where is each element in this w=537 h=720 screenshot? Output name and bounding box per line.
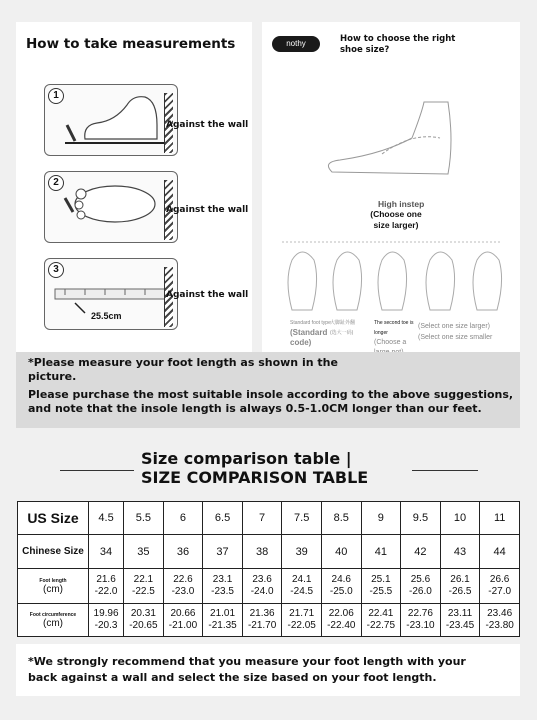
table-cell: 23.46 -23.80 [480,604,520,637]
title-divider-left [60,470,134,471]
foot-side-icon [45,85,175,155]
table-cell: 41 [361,535,401,569]
step-3-illustration [44,258,178,330]
table-cell: 5.5 [124,502,164,535]
table-cell: 8.5 [321,502,361,535]
table-cell: 34 [89,535,124,569]
table-cell: 21.36 -21.70 [242,604,282,637]
table-cell: 6.5 [203,502,243,535]
measurement-title: How to take measurements [26,36,236,52]
size-comparison-table [17,501,520,637]
table-cell: 9 [361,502,401,535]
table-cell: 10 [440,502,480,535]
choose-larger-label: (Choose one size larger) [370,209,422,230]
foot-circumference-header: Foot circumference (cm) [18,604,89,637]
step-2-illustration [44,171,178,243]
table-cell: 39 [282,535,322,569]
measure-value: 25.5cm [91,311,122,321]
size-guide-panel [262,22,520,352]
against-wall-label: Against the wall [166,290,249,300]
table-cell: 38 [242,535,282,569]
table-cell: 20.66 -21.00 [163,604,203,637]
foot-top-icon [45,172,175,242]
table-cell: 24.6 -25.0 [321,569,361,604]
table-cell: 23.6 -24.0 [242,569,282,604]
foot-profile-icon [262,82,520,202]
table-cell: 25.6 -26.0 [401,569,441,604]
table-cell: 22.6 -23.0 [163,569,203,604]
table-cell: 25.1 -25.5 [361,569,401,604]
notice-line-1: *Please measure your foot length as shown in the picture. [28,356,338,383]
recommendation-text: *We strongly recommend that you measure your foot length with your back against a wall and select the size based on your foot length. [28,655,466,684]
notice-line-2: Please purchase the most suitable insole according to the above suggestions, and note that the insole length is always 0.5-1.0CM longer than our feet. [28,388,514,415]
foot-type-1-label: Standard foot type (Standard code) [290,320,331,347]
measurement-notice [16,352,520,428]
step-1-illustration [44,84,178,156]
table-cell: 19.96 -20.3 [89,604,124,637]
table-cell: 7.5 [282,502,322,535]
table-cell: 35 [124,535,164,569]
foot-type-3-label: The second toe is longer (Choose a [374,320,414,346]
step-number: 1 [48,88,64,104]
table-cell: 22.06 -22.40 [321,604,361,637]
table-cell: 26.1 -26.5 [440,569,480,604]
high-instep-label: High instep [378,199,425,209]
table-cell: 21.6 -22.0 [89,569,124,604]
table-row-us [18,502,520,535]
table-cell: 7 [242,502,282,535]
table-cell: 4.5 [89,502,124,535]
table-cell: 37 [203,535,243,569]
size-table-title: Size comparison table | SIZE COMPARISON TABLE [141,449,369,487]
table-cell: 9.5 [401,502,441,535]
us-size-header: US Size [18,502,89,535]
table-cell: 44 [480,535,520,569]
step-number: 3 [48,262,64,278]
table-cell: 21.71 -22.05 [282,604,322,637]
table-cell: 22.41 -22.75 [361,604,401,637]
table-cell: 22.1 -22.5 [124,569,164,604]
table-cell: 21.01 -21.35 [203,604,243,637]
table-cell: 42 [401,535,441,569]
foot-type-4-label: (Select one size larger) [418,323,490,330]
table-cell: 24.1 -24.5 [282,569,322,604]
foot-types-icon [262,240,520,320]
against-wall-label: Against the wall [166,205,249,215]
table-row-foot-length [18,569,520,604]
table-cell: 20.31 -20.65 [124,604,164,637]
table-cell: 23.1 -23.5 [203,569,243,604]
table-row-chinese [18,535,520,569]
table-cell: 40 [321,535,361,569]
foot-length-header: Foot length (cm) [18,569,89,604]
measurement-panel [16,22,252,352]
step-number: 2 [48,175,64,191]
table-cell: 36 [163,535,203,569]
against-wall-label: Against the wall [166,120,249,130]
table-cell: 6 [163,502,203,535]
table-cell: 11 [480,502,520,535]
size-guide-title: How to choose the right shoe size? [340,34,456,55]
foot-type-2-label: 大脚趾外翻 (选大一码) [330,320,356,336]
foot-type-5-label: (Select one size smaller [418,334,493,341]
chinese-size-header: Chinese Size [18,535,89,569]
table-cell: 22.76 -23.10 [401,604,441,637]
brand-logo: nothy [272,36,320,52]
table-row-foot-circumference [18,604,520,637]
table-cell: 26.6 -27.0 [480,569,520,604]
title-divider-right [412,470,478,471]
recommendation-panel [16,644,520,696]
table-cell: 23.11 -23.45 [440,604,480,637]
table-cell: 43 [440,535,480,569]
